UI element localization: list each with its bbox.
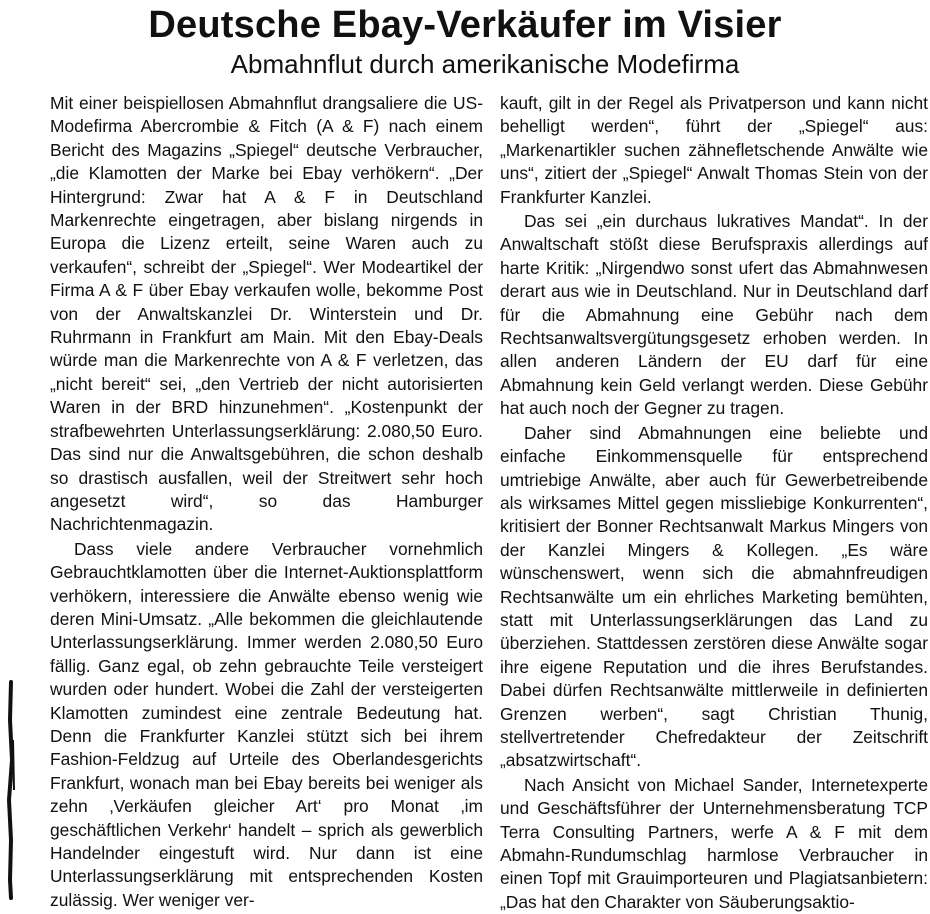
paragraph: Mit einer beispiellosen Abmahnflut drangsaliere die US-Modefirma Abercrombie & Fitch (A & F) nach einem Bericht des Magazins „Spiegel“ deutsche Verbraucher, „die Klamotten der Marke bei Ebay verhökern“. „Der Hintergrund: Zwar hat A & F in Deutschland Markenrechte eingetragen, aber bislang nirgends in Europa die Lizenz erteilt, seine Waren auch zu verkaufen“, schreibt der „Spiegel“. Wer Modeartikel der Firma A & F über Ebay verkaufen wolle, bekomme Post von der Anwaltskanzlei Dr. Winterstein und Dr. Ruhrmann in Frankfurt am Main. Mit den Ebay-Deals würde man die Markenrechte von A & F verletzen, das „nicht bereit“ sei, „den Vertrieb der nicht autorisierten Waren in der BRD hinzunehmen“. „Kostenpunkt der strafbewehrten Unterlassungserklärung: 2.080,50 Euro. Das sind nur die Anwaltsgebühren, die schon deshalb so drastisch ausfallen, weil der Streitwert sehr hoch angesetzt wird“, so das Hamburger Nachrichtenmagazin.	[50, 93, 483, 535]
paragraph: Dass viele andere Verbraucher vornehmlich Gebrauchtklamotten über die Internet-Auktionsplattform verhökern, interessiere die Anwälte ebenso wenig wie deren Mini-Umsatz. „Alle bekommen die gleichlautende Unterlassungserklärung. Immer werden 2.080,50 Euro fällig. Ganz egal, ob zehn gebrauchte Teile versteigert wurden oder hundert. Wobei die Zahl der versteigerten Klamotten zumindest eine zentrale Bedeutung hat. Denn die Frankfurter Kanzlei stützt sich bei ihrem Fashion-Feldzug auf Urteile des Oberlandesgerichts Frankfurt, wonach man bei Ebay bereits bei weniger als zehn ‚Verkäufen gleicher Art‘ pro Monat ‚im geschäftlichen Verkehr‘ handelt – sprich als gewerblich Handelnder eingestuft wird. Nur dann ist eine Unterlassungserklärung mit entsprechenden Kosten zulässig. Wer weniger ver-	[50, 538, 483, 910]
left-column	[50, 92, 483, 912]
paragraph: kauft, gilt in der Regel als Privatperson und kann nicht behelligt werden“, führt der „Spiegel“ aus: „Markenartikler suchen zähnefletschende Anwälte wie uns“, zitiert der „Spiegel“ Anwalt Thomas Stein von der Frankfurter Kanzlei.	[500, 93, 928, 207]
subheadline: Abmahnflut durch amerikanische Modefirma	[230, 49, 740, 79]
right-column	[500, 92, 928, 914]
paragraph: Das sei „ein durchaus lukratives Mandat“. In der Anwaltschaft stößt diese Berufspraxis allerdings auf harte Kritik: „Nirgendwo sonst ufert das Abmahnwesen derart aus wie in Deutschland. Nur in Deutschland darf für die Abmahnung eine Gebühr nach dem Rechtsanwaltsvergütungsgesetz erhoben werden. In allen anderen Ländern der EU darf für eine Abmahnung kein Geld verlangt werden. Diese Gebühr hat auch noch der Gegner zu tragen.	[500, 211, 928, 419]
paragraph: Nach Ansicht von Michael Sander, Internetexperte und Geschäftsführer der Unternehmensberatung TCP Terra Consulting Partners, werfe A & F mit dem Abmahn-Rundumschlag harmlose Verbraucher in einen Topf mit Grauimporteuren und Plagiatsanbietern: „Das hat den Charakter von Säuberungsaktio-	[500, 774, 928, 912]
paragraph: Daher sind Abmahnungen eine beliebte und einfache Einkommensquelle für entsprechend umtriebige Anwälte, aber auch für Gewerbetreibende als wirksames Mittel gegen missliebige Konkurrenten“, kritisiert der Bonner Rechtsanwalt Markus Mingers von der Kanzlei Mingers & Kollegen. „Es wäre wünschenswert, wenn sich die abmahnfreudigen Rechtsanwälte um ein ehrliches Marketing bemühten, statt mit Unterlassungserklärungen das Land zu überziehen. Stattdessen zerstören diese Anwälte sogar ihre eigene Reputation und die ihres Berufstandes. Dabei dürfen Rechtsanwälte mittlerweile in definierten Grenzen werben“, sagt Christian Thunig, stellvertretender Chefredakteur der Zeitschrift „absatzwirtschaft“.	[500, 422, 928, 771]
headline: Deutsche Ebay-Verkäufer im Visier	[148, 4, 782, 46]
pen-margin-mark	[4, 680, 18, 900]
